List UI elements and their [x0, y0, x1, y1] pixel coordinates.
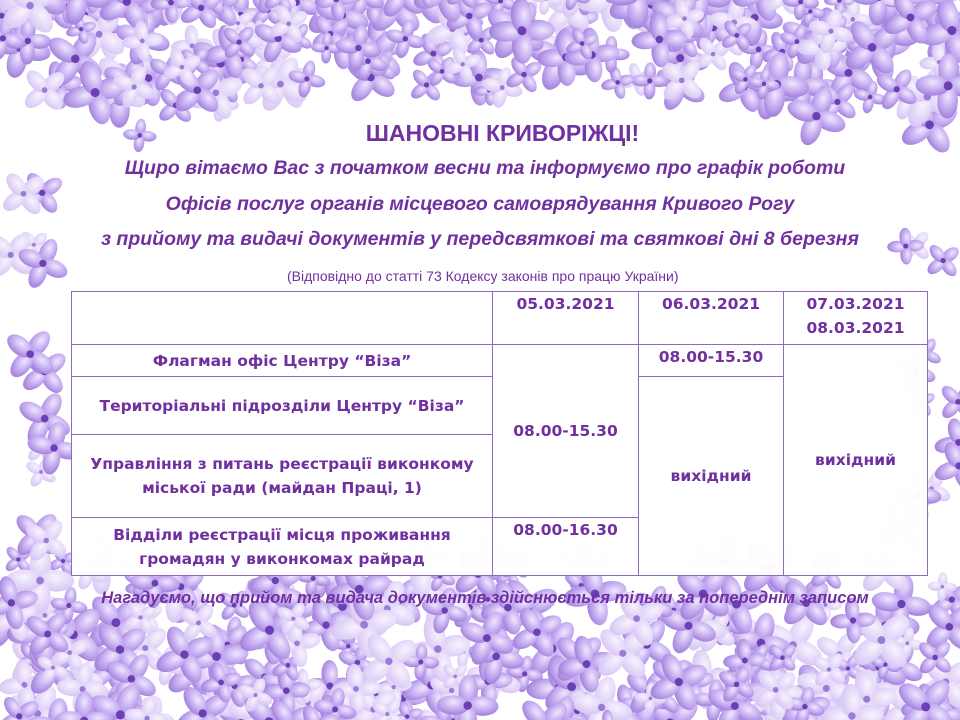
greeting-line-3: з прийому та видачі документів у передсвяткові та святкові дні 8 березня — [101, 228, 859, 250]
row-label-flagship: Флагман офіс Центру “Віза” — [72, 345, 493, 377]
row-label-territorial: Територіальні підрозділи Центру “Віза” — [72, 377, 493, 435]
cell-day-off-0603: вихідний — [639, 377, 784, 576]
cell-hours-0503-main: 08.00-15.30 — [493, 345, 639, 518]
table-header-row — [72, 292, 928, 345]
row-label-registration-dept: Управління з питань реєстрації виконкому міської ради (майдан Праці, 1) — [72, 435, 493, 518]
header-date-0603: 06.03.2021 — [639, 292, 784, 345]
schedule-table — [71, 291, 928, 576]
cell-hours-0603-flagship: 08.00-15.30 — [639, 345, 784, 377]
greeting-line-1: Щиро вітаємо Вас з початком весни та інформуємо про графік роботи — [124, 157, 846, 179]
header-date-0708: 07.03.2021 08.03.2021 — [784, 292, 928, 345]
cell-day-off-0708: вихідний — [784, 345, 928, 576]
page-title: ШАНОВНІ КРИВОРІЖЦІ! — [365, 120, 640, 146]
greeting-line-2: Офісів послуг органів місцевого самоврядування Кривого Рогу — [165, 193, 795, 215]
legal-note: (Відповідно до статті 73 Кодексу законів про працю України) — [287, 268, 679, 284]
table-row — [72, 345, 928, 377]
cell-hours-0503-districts: 08.00-16.30 — [493, 518, 639, 576]
header-empty-cell — [72, 292, 493, 345]
row-label-district-registration: Відділи реєстрації місця проживання громадян у виконкомах райрад — [72, 518, 493, 576]
header-date-0503: 05.03.2021 — [493, 292, 639, 345]
reminder-text: Нагадуємо, що прийом та видача документів здійснюється тільки за попереднім записом — [101, 589, 869, 607]
